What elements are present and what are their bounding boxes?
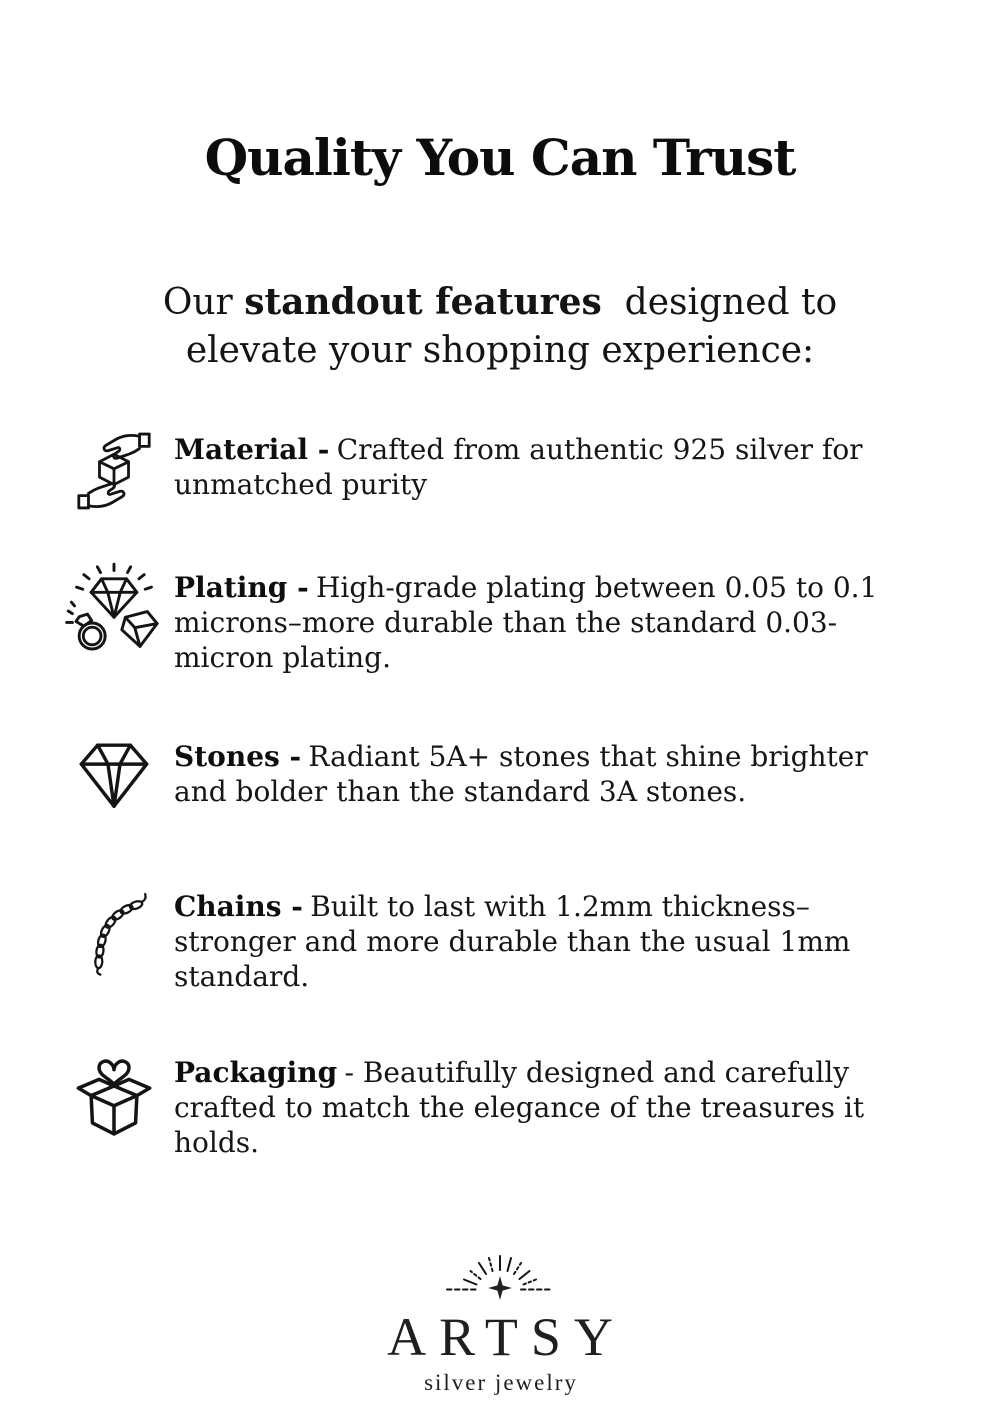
feature-label: Material - (174, 433, 330, 466)
feature-text-material (174, 425, 884, 502)
gift-box-heart-icon (70, 1047, 158, 1139)
subtitle-prefix: Our (162, 282, 245, 323)
chain-icon (76, 866, 152, 986)
subtitle-highlight: standout features (244, 281, 602, 323)
feature-description: Built to last with 1.2mm thickness–stronger and more durable than the usual 1mm standard. (174, 890, 851, 993)
starburst-icon (434, 1236, 566, 1310)
feature-icon-box (60, 726, 168, 820)
feature-item-material (60, 425, 884, 515)
diamond-icon (68, 734, 160, 820)
feature-icon-box (60, 1042, 168, 1139)
feature-text-stones (174, 726, 909, 809)
jewelry-sparkle-icon (62, 558, 166, 662)
feature-label: Chains - (174, 890, 303, 923)
feature-label: Stones - (174, 740, 302, 773)
brand-logo (0, 1236, 1000, 1396)
feature-text-chains (174, 862, 884, 994)
feature-label: Plating - (174, 571, 309, 604)
subtitle (150, 279, 850, 374)
feature-text-plating (174, 558, 884, 675)
emblem-box (0, 1236, 1000, 1310)
feature-item-stones (60, 726, 909, 820)
feature-description: Radiant 5A+ stones that shine brighter and bolder than the standard 3A stones. (174, 740, 868, 808)
brand-name: ARTSY (387, 1307, 626, 1367)
feature-icon-box (60, 862, 168, 986)
feature-item-packaging (60, 1042, 924, 1160)
brand-tagline: silver jewelry (424, 1370, 578, 1395)
feature-description: - Beautifully designed and carefully crafted to match the elegance of the treasures it holds. (174, 1056, 865, 1159)
feature-description: Crafted from authentic 925 silver for unmatched purity (174, 433, 863, 501)
feature-description: High-grade plating between 0.05 to 0.1 microns–more durable than the standard 0.03-micron plating. (174, 571, 878, 674)
feature-icon-box (60, 425, 168, 515)
feature-item-chains (60, 862, 884, 994)
feature-icon-box (60, 558, 168, 662)
feature-label: Packaging (174, 1056, 338, 1089)
feature-item-plating (60, 558, 884, 675)
feature-text-packaging (174, 1042, 924, 1160)
subtitle-suffix: designed to elevate your shopping experience: (185, 282, 838, 371)
hands-holding-box-icon (70, 427, 158, 515)
page-title: Quality You Can Trust (204, 127, 796, 187)
